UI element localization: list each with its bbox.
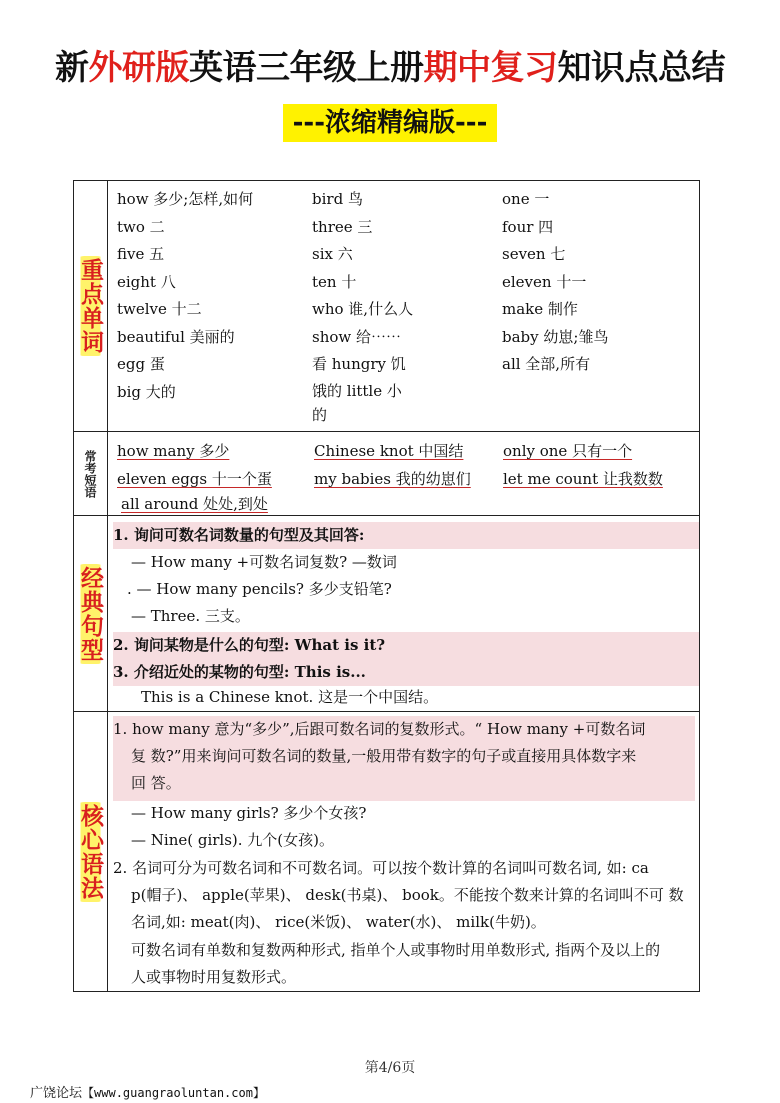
sentence-line: 1. 询问可数名词数量的句型及其回答: [113, 522, 699, 549]
vocab-item: who 谁,什么人 [312, 300, 414, 318]
phrase-item: my babies 我的幼崽们 [314, 470, 471, 488]
vocab-item: 的 [312, 405, 328, 424]
phrase-item: only one 只有一个 [503, 442, 633, 460]
vocab-item: six 六 [312, 245, 353, 263]
grammar-paragraph-1 [113, 716, 695, 801]
vocab-item: seven 七 [502, 245, 566, 263]
vocab-item: beautiful 美丽的 [117, 327, 235, 346]
phrase-item: let me count 让我数数 [503, 470, 663, 488]
vocab-item: egg 蛋 [117, 355, 165, 373]
grammar-example: — Nine( girls). 九个(女孩)。 [131, 831, 335, 849]
section-label [74, 432, 108, 515]
footer [30, 1082, 265, 1101]
vocab-item: 看 hungry 饥 [312, 355, 406, 373]
vocab-label: 重点单词 [74, 256, 107, 356]
vocab-item: bird 鸟 [312, 190, 363, 208]
vocab-item: make 制作 [502, 300, 578, 318]
vocab-col-1 [117, 186, 253, 406]
page-number: 第4/6页 [364, 1060, 416, 1076]
grammar-label: 核心语法 [74, 802, 107, 902]
sentences-label: 经典句型 [74, 564, 107, 664]
subtitle-wrap [0, 104, 780, 142]
sentence-line: 3. 介绍近处的某物的句型: This is... [113, 659, 699, 686]
vocab-item: eleven 十一 [502, 272, 587, 291]
grammar-line: 复 数?”用来询问可数名词的数量,一般用带有数字的句子或直接用具体数字来 [131, 747, 637, 765]
grammar-example: — How many girls? 多少个女孩? [131, 804, 367, 822]
vocab-item: twelve 十二 [117, 300, 202, 318]
phrases-section [73, 432, 700, 516]
phrase-item: eleven eggs 十一个蛋 [117, 470, 272, 488]
sentence-line: — How many +可数名词复数? —数词 [131, 553, 397, 571]
sentences-section [73, 516, 700, 712]
vocab-col-2 [312, 186, 413, 427]
vocab-item: ten 十 [312, 272, 357, 291]
grammar-line: p(帽子)、 apple(苹果)、 desk(书桌)、 book。不能按个数来计算的名词叫不可 数 [131, 886, 684, 904]
vocab-item: three 三 [312, 217, 373, 236]
vocab-item: one 一 [502, 190, 550, 208]
vocab-item: four 四 [502, 217, 554, 236]
vocab-item: five 五 [117, 245, 165, 263]
subtitle: ---浓缩精编版--- [283, 104, 498, 142]
vocab-item: big 大的 [117, 382, 176, 401]
phrase-item: Chinese knot 中国结 [314, 442, 464, 460]
page-title [0, 44, 780, 92]
grammar-line: 人或事物时用复数形式。 [131, 968, 297, 986]
grammar-line: 名词,如: meat(肉)、 rice(米饭)、 water(水)、 milk(牛奶)。 [131, 913, 546, 931]
section-label [74, 712, 108, 991]
phrase-item: all around 处处,到处 [121, 495, 268, 513]
vocab-item: two 二 [117, 217, 165, 236]
grammar-line: 回 答。 [131, 774, 181, 792]
title-part: 外研版 [88, 48, 189, 88]
section-label [74, 181, 108, 431]
vocab-item: how 多少;怎样,如何 [117, 190, 254, 208]
vocab-section [73, 180, 700, 432]
grammar-paragraph-3 [113, 937, 695, 991]
vocab-item: baby 幼崽;雏鸟 [502, 327, 609, 346]
vocab-item: eight 八 [117, 272, 176, 291]
footer-url[interactable]: 【www.guangraoluntan.com】 [82, 1086, 265, 1100]
grammar-line: 可数名词有单数和复数两种形式, 指单个人或事物时用单数形式, 指两个及以上的 [131, 941, 661, 959]
sentence-line: This is a Chinese knot. 这是一个中国结。 [141, 688, 439, 706]
vocab-item: all 全部,所有 [502, 355, 591, 373]
vocab-col-3 [502, 186, 608, 379]
title-part: 新 [55, 48, 89, 88]
title-part: 英语三年级上册 [189, 48, 424, 88]
grammar-line: 2. 名词可分为可数名词和不可数名词。可以按个数计算的名词叫可数名词, 如: ca [113, 859, 649, 877]
vocab-item: 饿的 little 小 [312, 381, 402, 400]
title-part: 期中复习 [423, 48, 558, 88]
grammar-paragraph-2 [113, 855, 695, 936]
phrases-label: 常考短语 [83, 449, 97, 498]
sentence-line: 2. 询问某物是什么的句型: What is it? [113, 632, 699, 659]
grammar-section [73, 712, 700, 992]
phrase-item: how many 多少 [117, 442, 230, 460]
title-part: 知识点总结 [557, 48, 725, 88]
sentence-line: — Three. 三支。 [131, 607, 250, 625]
vocab-item: show 给⋯⋯ [312, 327, 401, 346]
section-label [74, 516, 108, 711]
footer-name: 广饶论坛 [30, 1086, 83, 1101]
grammar-line: 1. how many 意为“多少”,后跟可数名词的复数形式。“ How many +可数名词 [113, 720, 646, 738]
sentence-line: . — How many pencils? 多少支铅笔? [127, 580, 392, 598]
